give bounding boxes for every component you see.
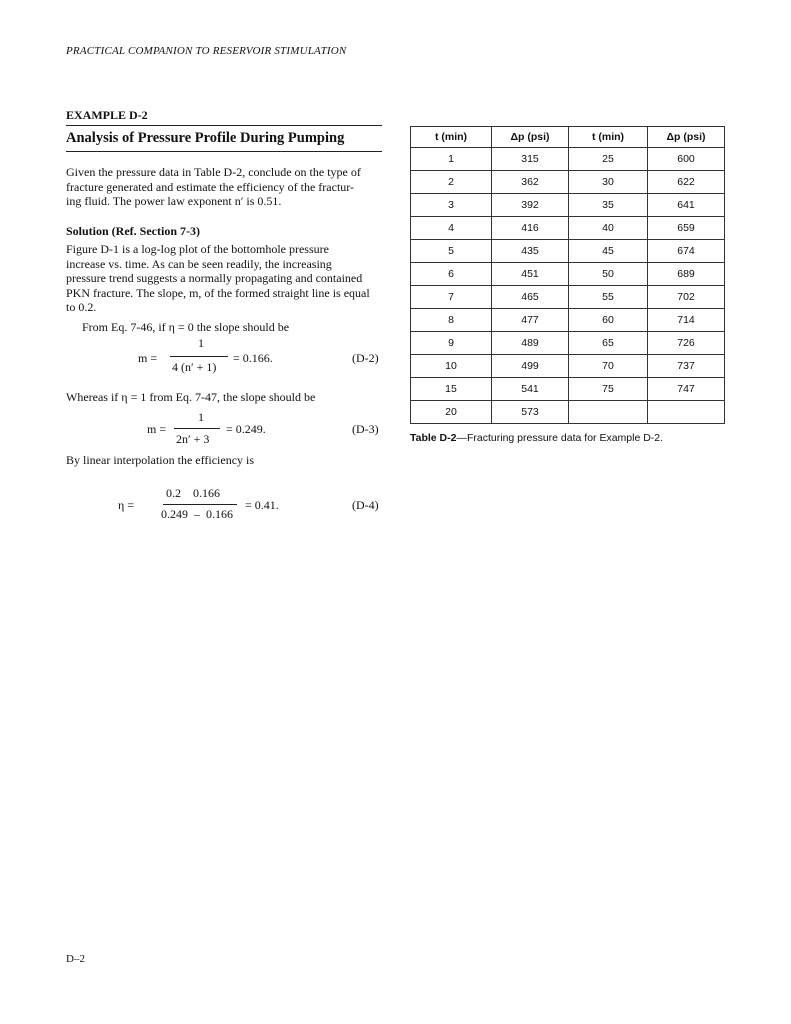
table-cell: 75 [569,378,648,401]
table-row [411,309,725,332]
table-cell: 600 [648,148,725,171]
example-label: EXAMPLE D-2 [66,108,148,122]
table-cell: 3 [411,194,492,217]
pressure-data-table [410,126,725,424]
eq-d4-lhs: η = [118,498,135,512]
eq-d2-fraction-bar [170,356,228,357]
column-header-pressure-1: Δp (psi) [492,127,569,148]
table-cell: 747 [648,378,725,401]
interpolation-text: By linear interpolation the efficiency is [66,453,255,467]
eq-d2-numerator: 1 [198,336,204,350]
table-cell: 4 [411,217,492,240]
table-row [411,286,725,309]
eq-d3-number: (D-3) [352,422,379,436]
table-cell: 20 [411,401,492,424]
table-cell: 541 [492,378,569,401]
table-caption-label: Table D-2 [410,432,457,444]
column-header-time-2: t (min) [569,127,648,148]
table-caption-text: —Fracturing pressure data for Example D-2. [456,432,664,444]
solution-paragraph [66,242,380,315]
table-cell: 392 [492,194,569,217]
intro-paragraph [66,165,380,209]
solution-line: PKN fracture. The slope, m, of the formed straight line is equal [66,285,370,300]
table-cell: 7 [411,286,492,309]
table-cell: 60 [569,309,648,332]
eq-d3-numerator: 1 [198,410,204,424]
column-header-pressure-2: Δp (psi) [648,127,725,148]
table-cell: 50 [569,263,648,286]
title-rule-top [66,125,382,126]
solution-heading: Solution (Ref. Section 7-3) [66,224,200,238]
table-cell: 5 [411,240,492,263]
table-cell: 2 [411,171,492,194]
eq-d4-fraction-bar [163,504,237,505]
table-row [411,401,725,424]
solution-line: Figure D-1 is a log-log plot of the bottomhole pressure [66,242,329,256]
table-cell: 674 [648,240,725,263]
eq-d2-lhs: m = [138,351,158,365]
table-caption [410,432,663,444]
eq-d4-numerator: 0.2 0.166 [166,486,220,500]
table-cell: 435 [492,240,569,263]
table-cell: 737 [648,355,725,378]
table-row [411,378,725,401]
table-cell: 1 [411,148,492,171]
eq-d2-number: (D-2) [352,351,379,365]
table-cell: 465 [492,286,569,309]
eq-d4-number: (D-4) [352,498,379,512]
eq-d2-result: = 0.166. [233,351,273,365]
intro-line: Given the pressure data in Table D-2, conclude on the type of [66,165,361,179]
table-cell: 70 [569,355,648,378]
table-cell: 451 [492,263,569,286]
table-row [411,263,725,286]
column-header-time-1: t (min) [411,127,492,148]
table-cell: 702 [648,286,725,309]
solution-line: pressure trend suggests a normally propagating and contained [66,271,363,286]
table-cell [648,401,725,424]
section-title: Analysis of Pressure Profile During Pumping [66,130,345,146]
table-cell: 10 [411,355,492,378]
table-row [411,240,725,263]
table-row [411,355,725,378]
eq-d4-denominator: 0.249 – 0.166 [161,507,233,521]
table-cell: 45 [569,240,648,263]
solution-line: to 0.2. [66,300,97,315]
table-cell: 499 [492,355,569,378]
intro-line: fracture generated and estimate the efficiency of the fractur- [66,179,355,194]
table-row [411,194,725,217]
eq-d3-fraction-bar [174,428,220,429]
table-row [411,171,725,194]
table-cell: 641 [648,194,725,217]
table-row [411,217,725,240]
table-header-row [411,127,725,148]
table-cell: 35 [569,194,648,217]
running-header: PRACTICAL COMPANION TO RESERVOIR STIMULATION [66,45,347,57]
eq-d4-result: = 0.41. [245,498,279,512]
table-cell: 315 [492,148,569,171]
table-cell: 9 [411,332,492,355]
table-cell [569,401,648,424]
table-cell: 573 [492,401,569,424]
table-row [411,148,725,171]
table-cell: 477 [492,309,569,332]
table-cell: 726 [648,332,725,355]
table-cell: 55 [569,286,648,309]
page-number: D–2 [66,953,85,965]
solution-line: increase vs. time. As can be seen readily, the increasing [66,256,332,271]
table-cell: 622 [648,171,725,194]
table-cell: 6 [411,263,492,286]
table-cell: 689 [648,263,725,286]
intro-line: ing fluid. The power law exponent n′ is 0.51. [66,194,282,209]
table-cell: 40 [569,217,648,240]
title-rule-bottom [66,151,382,152]
table-cell: 30 [569,171,648,194]
table-cell: 714 [648,309,725,332]
table-cell: 659 [648,217,725,240]
table-cell: 25 [569,148,648,171]
eq-d3-denominator: 2n′ + 3 [176,432,210,446]
table-row [411,332,725,355]
table-cell: 65 [569,332,648,355]
table-cell: 489 [492,332,569,355]
eq-d3-result: = 0.249. [226,422,266,436]
table-cell: 8 [411,309,492,332]
from-eq-7-46-text: From Eq. 7-46, if η = 0 the slope should be [82,320,290,334]
whereas-text: Whereas if η = 1 from Eq. 7-47, the slope should be [66,390,316,404]
table-cell: 15 [411,378,492,401]
eq-d3-lhs: m = [147,422,167,436]
eq-d2-denominator: 4 (n′ + 1) [172,360,217,374]
table-cell: 416 [492,217,569,240]
table-cell: 362 [492,171,569,194]
